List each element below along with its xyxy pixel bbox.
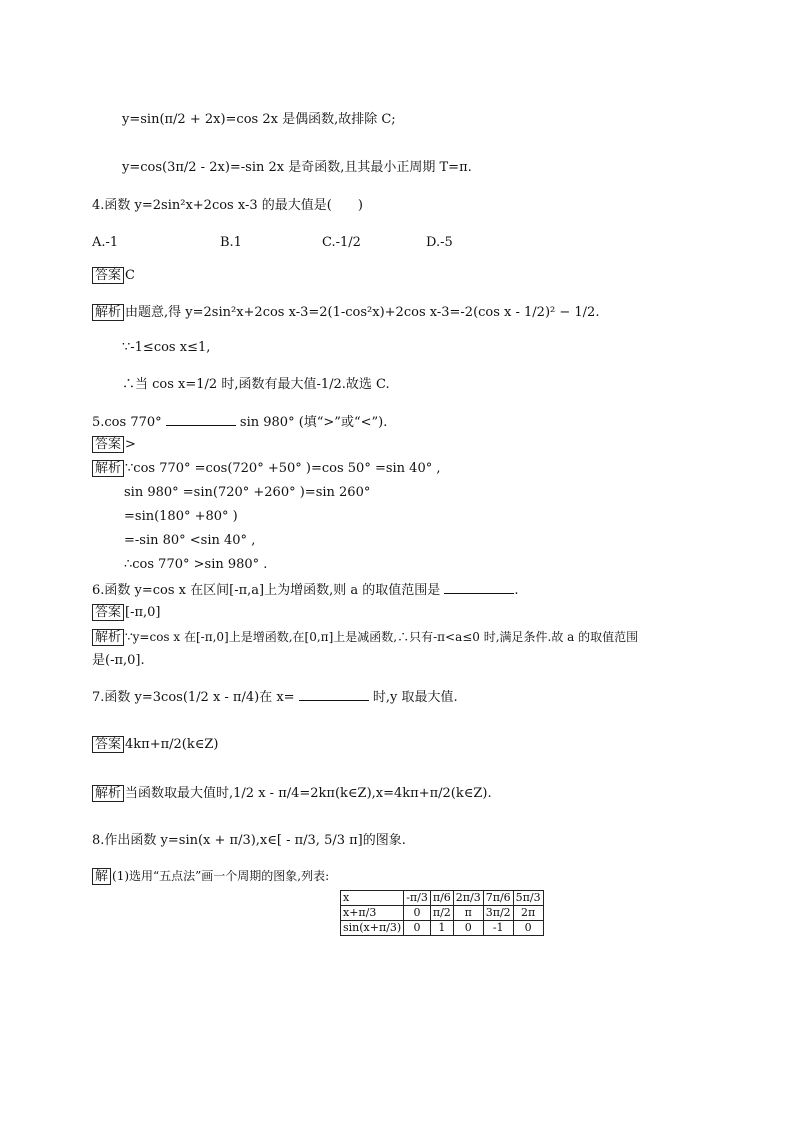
q6-end: . [514, 583, 519, 598]
q4-solution-step-2: ∵-1≤cos x≤1, [122, 340, 211, 355]
q5-solution [92, 461, 440, 477]
q7-blank [299, 688, 369, 701]
q6-solution-step-2: 是(-π,0]. [92, 653, 145, 668]
q4-option-a: A.-1 [92, 235, 119, 250]
question-8: 8.作出函数 y=sin(x + π/3),x∈[ - π/3, 5/3 π]的图象. [92, 833, 406, 848]
question-5 [92, 413, 387, 431]
table-row-head: x [341, 891, 404, 906]
solution-text: 由题意,得 y=2sin²x+2cos x-3=2(1-cos²x)+2cos x-3=-2(cos x - 1/2)² − 1/2. [125, 305, 600, 320]
table-cell: 2π [513, 906, 543, 921]
q4-solution-step-3: ∴当 cos x=1/2 时,函数有最大值-1/2.故选 C. [122, 377, 390, 392]
solution-tag: 解析 [92, 460, 124, 477]
answer-tag: 答案 [92, 736, 124, 753]
q7-left: 7.函数 y=3cos(1/2 x - π/4)在 x= [92, 690, 295, 705]
q6-answer [92, 605, 161, 621]
q6-solution [92, 629, 638, 646]
table-cell: 2π/3 [453, 891, 483, 906]
question-6 [92, 581, 519, 599]
line-sin-even: y=sin(π/2 + 2x)=cos 2x 是偶函数,故排除 C; [122, 112, 396, 127]
table-row-head: x+π/3 [341, 906, 404, 921]
answer-tag: 答案 [92, 267, 124, 284]
q5-solution-step-4: =-sin 80° <sin 40° , [124, 533, 256, 548]
q4-solution [92, 305, 599, 321]
solution-text: (1)选用“五点法”画一个周期的图象,列表: [112, 869, 330, 883]
q4-options [92, 235, 512, 251]
line-cos-odd: y=cos(3π/2 - 2x)=-sin 2x 是奇函数,且其最小正周期 T=π. [122, 160, 472, 175]
solution-text: ∵cos 770° =cos(720° +50° )=cos 50° =sin 40° , [125, 461, 441, 476]
q5-left: 5.cos 770° [92, 415, 162, 430]
answer-text: > [125, 437, 136, 452]
q5-solution-step-3: =sin(180° +80° ) [124, 509, 238, 524]
q4-option-d: D.-5 [426, 235, 453, 250]
q6-blank [444, 581, 514, 594]
table-row [341, 891, 544, 906]
table-cell: π/2 [430, 906, 453, 921]
table-cell: 0 [513, 921, 543, 936]
q5-solution-step-2: sin 980° =sin(720° +260° )=sin 260° [124, 485, 371, 500]
table-cell: π [453, 906, 483, 921]
q6-text: 6.函数 y=cos x 在区间[-π,a]上为增函数,则 a 的取值范围是 [92, 583, 441, 598]
table-cell: 7π/6 [483, 891, 513, 906]
table-cell: 3π/2 [483, 906, 513, 921]
q5-blank [166, 413, 236, 426]
table-row [341, 906, 544, 921]
answer-text: 4kπ+π/2(k∈Z) [125, 737, 219, 752]
five-point-table [340, 890, 544, 936]
solution-tag: 解析 [92, 785, 124, 802]
question-4: 4.函数 y=2sin²x+2cos x-3 的最大值是( ) [92, 198, 363, 213]
table-row-head: sin(x+π/3) [341, 921, 404, 936]
q7-answer [92, 737, 218, 753]
q4-option-b: B.1 [220, 235, 242, 250]
answer-text: C [125, 268, 135, 283]
table-cell: 0 [404, 921, 431, 936]
solution-text: 当函数取最大值时,1/2 x - π/4=2kπ(k∈Z),x=4kπ+π/2(k∈Z). [125, 786, 492, 801]
q7-solution [92, 786, 492, 802]
question-7 [92, 688, 458, 706]
answer-tag: 答案 [92, 436, 124, 453]
solution-tag: 解 [92, 868, 111, 885]
table-cell: -π/3 [404, 891, 431, 906]
q8-solution [92, 868, 329, 885]
q4-answer [92, 268, 135, 284]
q5-right: sin 980° (填“>”或“<”). [239, 415, 388, 430]
table-cell: 0 [404, 906, 431, 921]
table-cell: 0 [453, 921, 483, 936]
q4-option-c: C.-1/2 [322, 235, 361, 250]
q5-solution-step-5: ∴cos 770° >sin 980° . [124, 557, 268, 572]
answer-text: [-π,0] [125, 605, 161, 620]
table-cell: π/6 [430, 891, 453, 906]
solution-tag: 解析 [92, 629, 124, 646]
q7-right: 时,y 取最大值. [372, 690, 458, 705]
table-row [341, 921, 544, 936]
solution-tag: 解析 [92, 304, 124, 321]
solution-text: ∵y=cos x 在[-π,0]上是增函数,在[0,π]上是减函数,∴只有-π<a≤0 时,满足条件.故 a 的取值范围 [125, 630, 639, 644]
table-cell: 5π/3 [513, 891, 543, 906]
table-cell: -1 [483, 921, 513, 936]
answer-tag: 答案 [92, 604, 124, 621]
q5-answer [92, 437, 136, 453]
table-cell: 1 [430, 921, 453, 936]
